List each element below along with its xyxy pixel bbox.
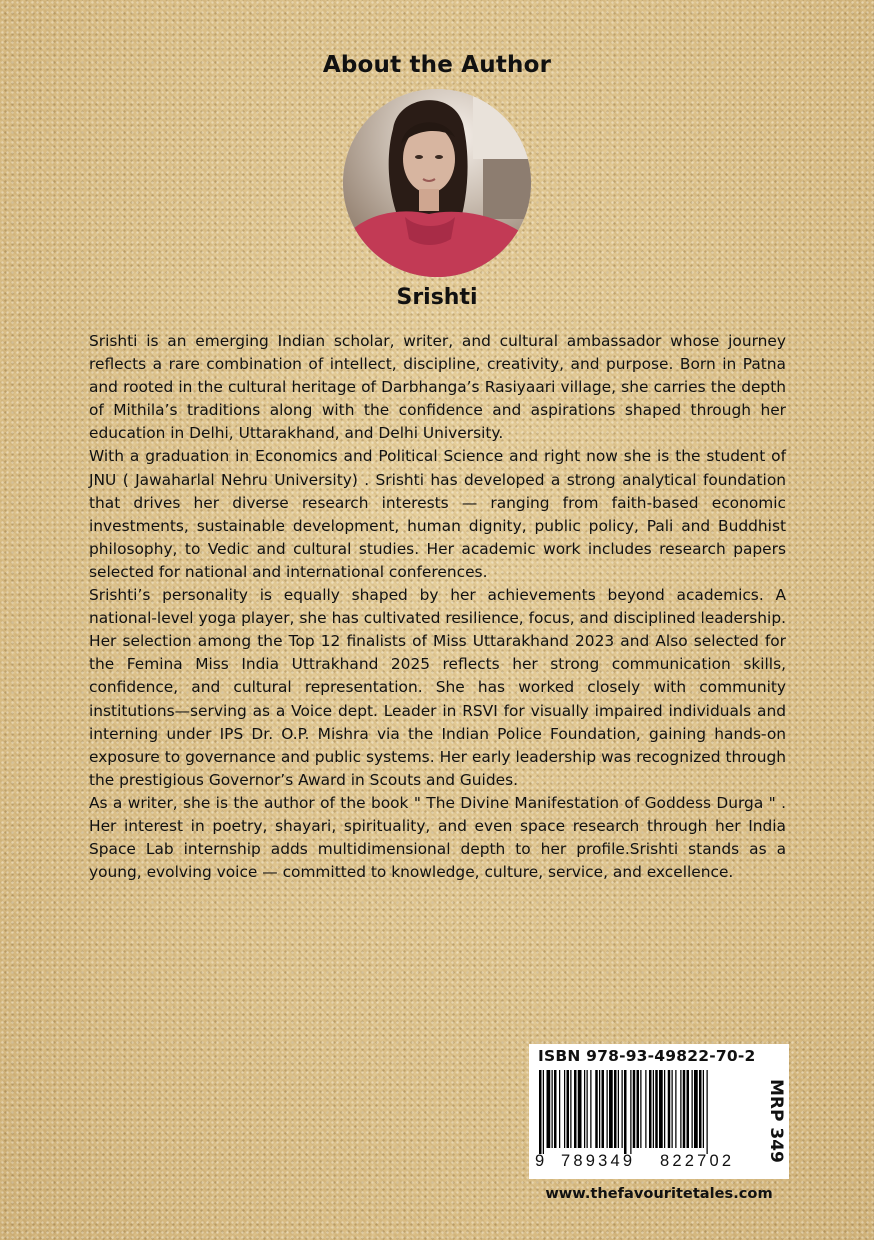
barcode-bar (637, 1070, 640, 1148)
barcode-bar (609, 1070, 613, 1148)
barcode-digits-right: 822702 (660, 1152, 735, 1170)
barcode-bar (703, 1070, 704, 1148)
barcode-bar (559, 1070, 560, 1148)
barcode-bar (645, 1070, 646, 1148)
barcode-bar (595, 1070, 598, 1148)
barcode-bar (668, 1070, 671, 1148)
publisher-website: www.thefavouritetales.com (545, 1185, 773, 1202)
bio-paragraph: Srishti is an emerging Indian scholar, writer, and cultural ambassador whose journey reflects a rare combination of intellect, discipline, creativity, and purpose. Born in Patna and rooted in the cultural heritage of Darbhanga’s Rasiyaari village, she carries the depth of Mithila’s traditions along with the confidence and aspirations shaped through her education in Delhi, Uttarakhand, and Delhi University. (89, 332, 786, 443)
barcode-bar (680, 1070, 681, 1148)
barcode-bar (554, 1070, 557, 1148)
barcode-bar (664, 1070, 665, 1148)
barcode-bar (694, 1070, 698, 1148)
barcode-digit-lead: 9 (535, 1152, 545, 1170)
barcode-bar (618, 1070, 619, 1148)
mrp-price: MRP 349 (766, 1079, 786, 1163)
bio-paragraph: With a graduation in Economics and Political Science and right now she is the student of JNU ( Jawaharlal Nehru University) . Srishti has developed a strong analytical foundation that drives her diverse research interests — ranging from faith-based economic investments, sustainable development, human dignity, public policy, Pali and Buddhist philosophy, to Vedic and cultural studies. Her academic work includes research papers selected for national and international conferences. (89, 447, 786, 581)
barcode-bar (633, 1070, 636, 1148)
barcode-bar (649, 1070, 652, 1148)
barcode-bar (599, 1070, 600, 1148)
barcode-bar (547, 1070, 551, 1148)
barcode-bar (590, 1070, 591, 1148)
author-photo (343, 89, 531, 277)
isbn-barcode-panel (529, 1044, 789, 1179)
barcode-bar (539, 1070, 542, 1154)
barcode-bar (587, 1070, 588, 1148)
author-name: Srishti (396, 285, 478, 310)
barcode-bar (630, 1070, 631, 1154)
barcode-bar (624, 1070, 627, 1154)
barcode-bar (578, 1070, 582, 1148)
author-bio (89, 330, 786, 884)
barcode-bar (655, 1070, 658, 1148)
barcode-bar (567, 1070, 570, 1148)
barcode-bar (672, 1070, 673, 1148)
barcode-bar (653, 1070, 654, 1148)
barcode-bar (687, 1070, 690, 1148)
barcode-bar (692, 1070, 693, 1148)
barcode-bar (543, 1070, 544, 1154)
isbn-label: ISBN 978-93-49822-70-2 (538, 1047, 756, 1065)
barcode-bar (607, 1070, 608, 1148)
barcode-digits-left: 789349 (561, 1152, 636, 1170)
barcode-icon (537, 1070, 763, 1154)
barcode-bar (699, 1070, 702, 1148)
barcode-bar (614, 1070, 617, 1148)
barcode-bar (640, 1070, 641, 1148)
barcode-bar (675, 1070, 676, 1148)
barcode-bar (659, 1070, 663, 1148)
bio-paragraph: Srishti’s personality is equally shaped by her achievements beyond academics. A national-level yoga player, she has cultivated resilience, focus, and disciplined leadership. Her selection among the Top 12 finalists of Miss Uttarakhand 2023 and Also selected for the Femina Miss India Uttrakhand 2025 reflects her strong communication skills, confidence, and cultural representation. She has worked closely with community institutions—serving as a Voice dept. Leader in RSVI for visually impaired individuals and interning under IPS Dr. O.P. Mishra via the Indian Police Foundation, gaining hands-on exposure to governance and public systems. Her early leadership was recognized through the prestigious Governor’s Award in Scouts and Guides. (89, 586, 786, 789)
barcode-bar (622, 1070, 623, 1148)
barcode-bar (552, 1070, 553, 1148)
section-heading: About the Author (322, 52, 552, 78)
author-portrait-illustration (343, 89, 531, 277)
barcode-bar (574, 1070, 577, 1148)
barcode-bar (570, 1070, 571, 1148)
barcode-bar (584, 1070, 585, 1148)
barcode-bar (602, 1070, 605, 1148)
bio-paragraph: As a writer, she is the author of the book " The Divine Manifestation of Goddess Durga " . Her interest in poetry, shayari, spirituality, and even space research through her India Space Lab internship adds multidimensional depth to her profile.Srishti stands as a young, evolving voice — committed to knowledge, culture, service, and excellence. (89, 793, 786, 882)
barcode-bar (564, 1070, 565, 1148)
barcode-bar (683, 1070, 686, 1148)
barcode-bar (707, 1070, 708, 1154)
